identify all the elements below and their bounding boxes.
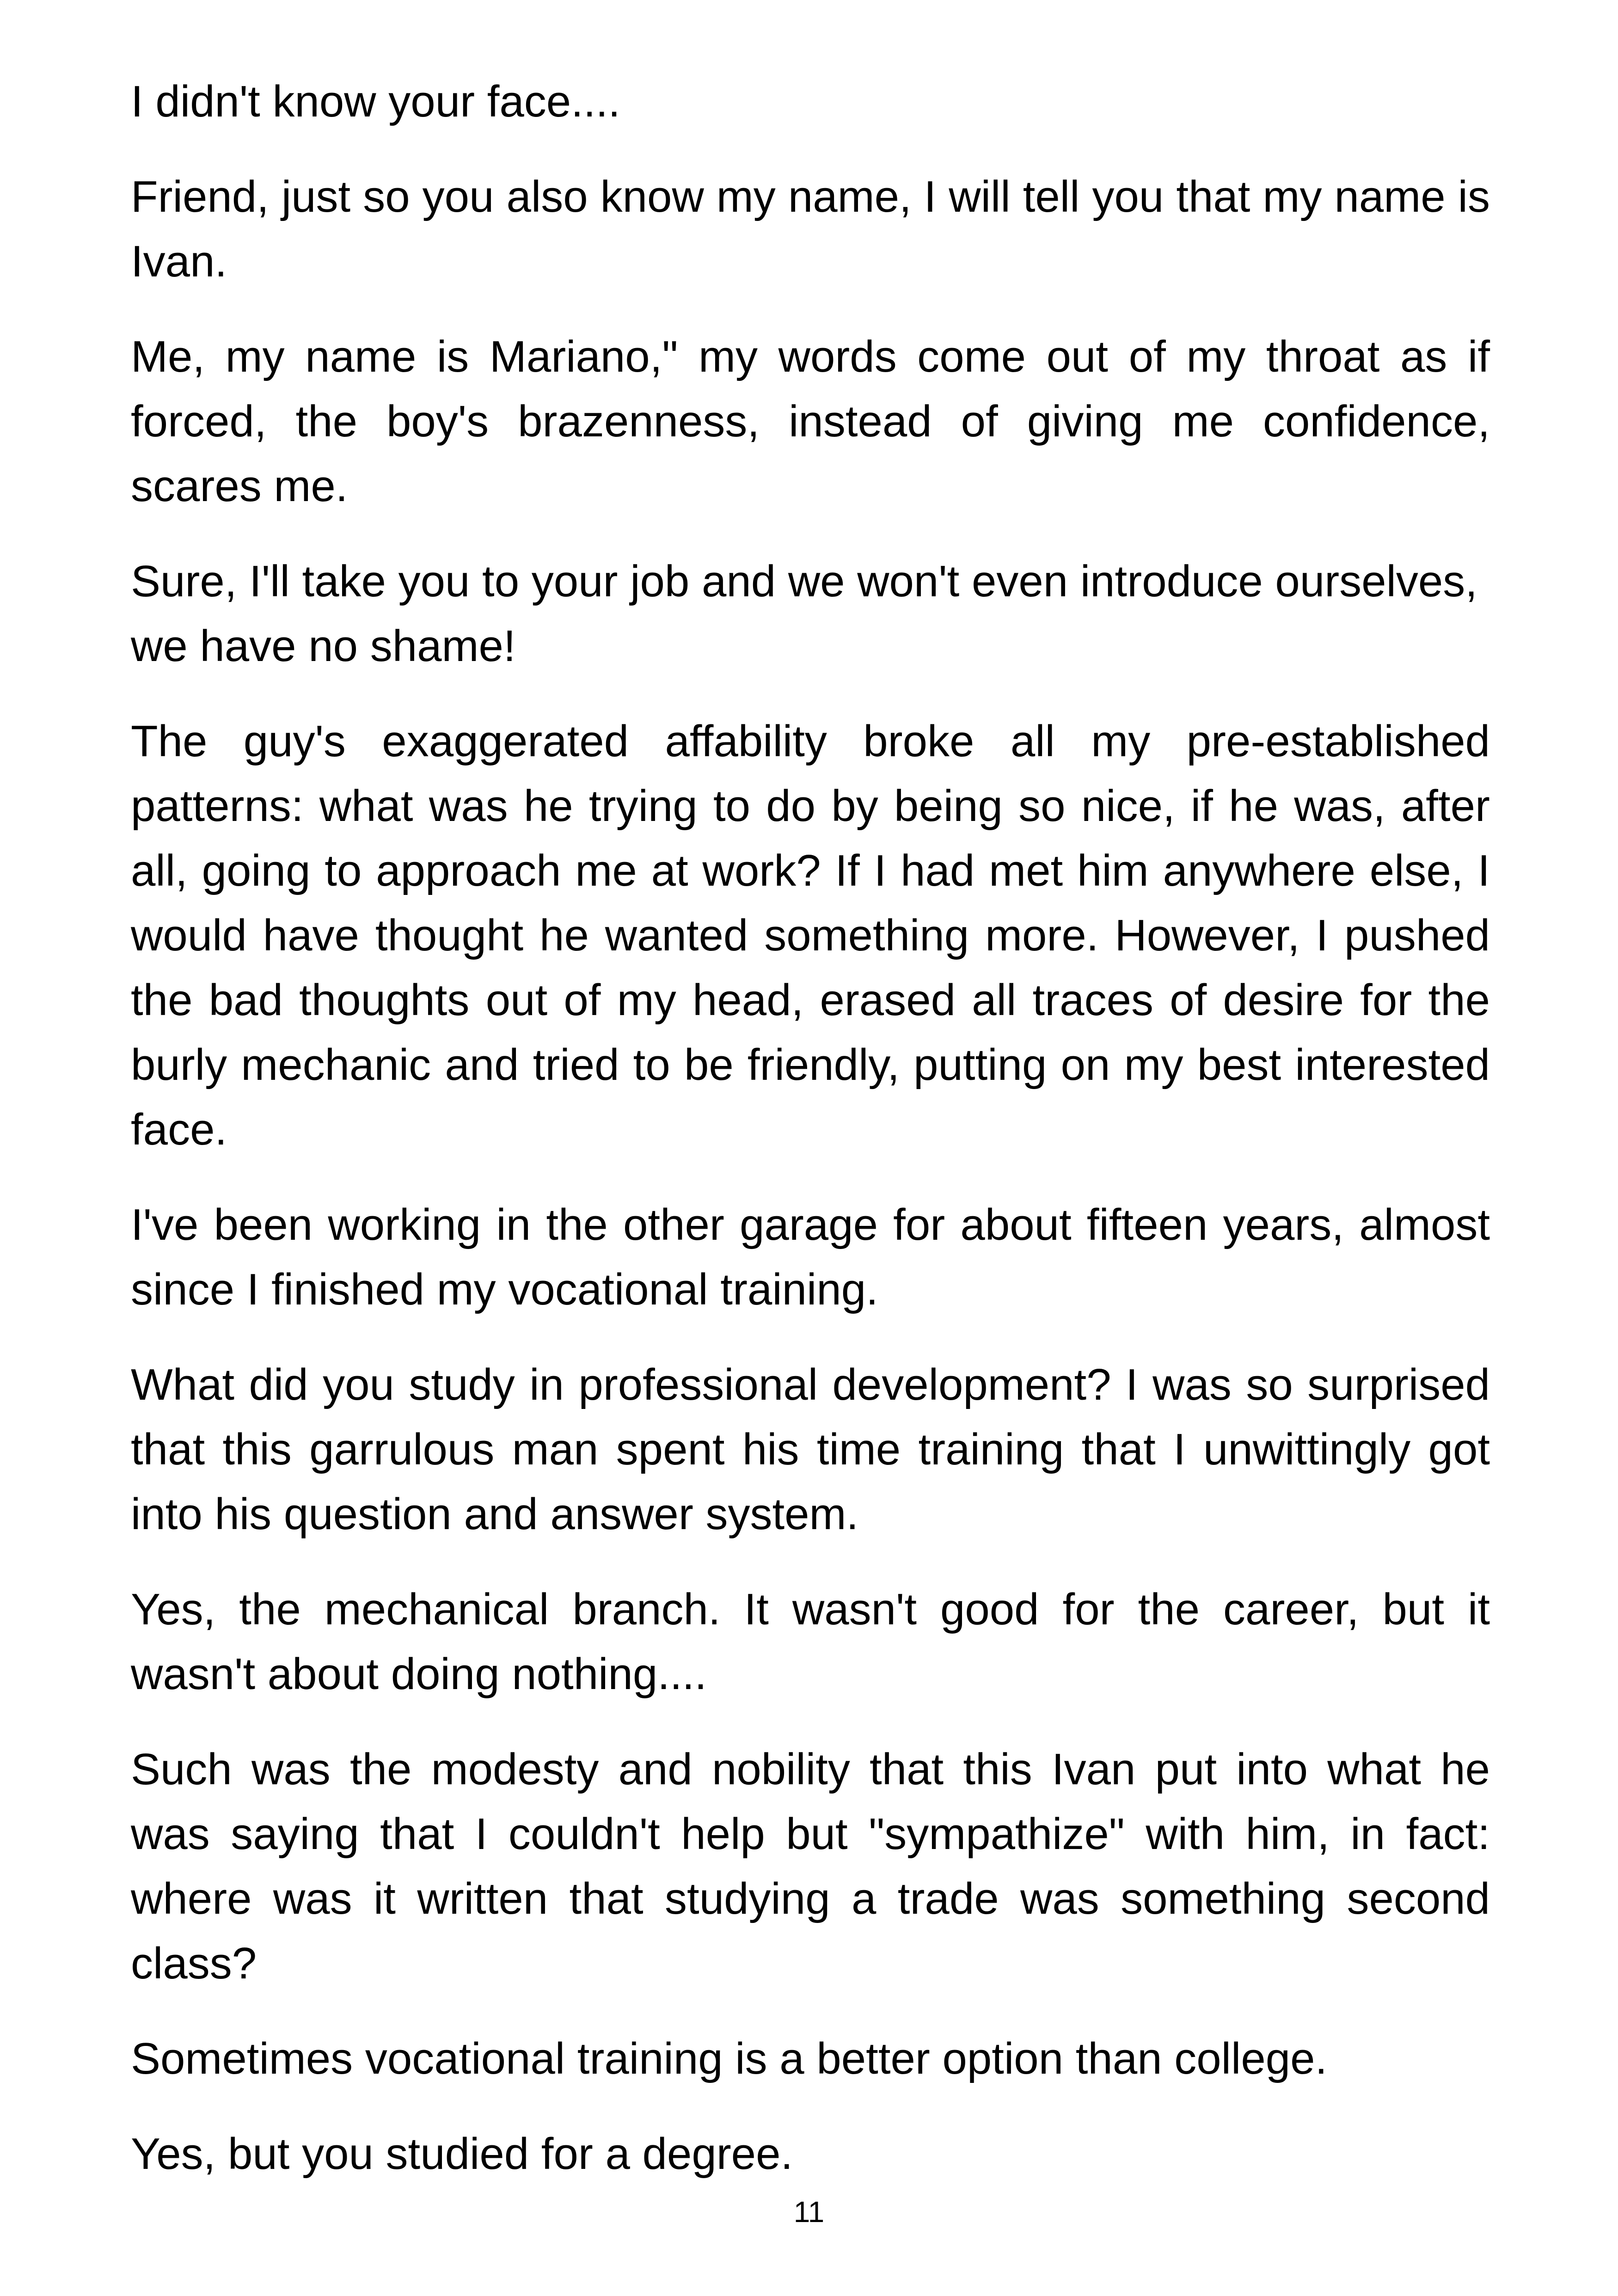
page-number: 11 xyxy=(793,2195,825,2229)
paragraph: The guy's exaggerated affability broke all my pre-established patterns: what was he trying to do by being so nice, if he was, after all, going to approach me at work? If I had met him anywhere else, I would have thought he wanted something more. However, I pushed the bad thoughts out of my head, erased all traces of desire for the burly mechanic and tried to be friendly, putting on my best interested face. xyxy=(131,716,1490,1154)
paragraph: Me, my name is Mariano," my words come out of my throat as if forced, the boy's brazenness, instead of giving me confidence, scares me. xyxy=(131,332,1490,511)
paragraph: Yes, the mechanical branch. It wasn't good for the career, but it wasn't about doing nothing.... xyxy=(131,1585,1490,1699)
paragraph: Yes, but you studied for a degree. xyxy=(131,2129,793,2179)
paragraph: Sure, I'll take you to your job and we won't even introduce ourselves, we have no shame! xyxy=(131,557,1477,671)
paragraph: Sometimes vocational training is a better option than college. xyxy=(131,2034,1328,2083)
paragraph: Friend, just so you also know my name, I will tell you that my name is Ivan. xyxy=(131,172,1490,286)
paragraph: I didn't know your face.... xyxy=(131,77,620,126)
paragraph: Such was the modesty and nobility that this Ivan put into what he was saying that I couldn't help but "sympathize" with him, in fact: where was it written that studying a trade was something second class? xyxy=(131,1745,1490,1988)
paragraph: I've been working in the other garage for about fifteen years, almost since I finished my vocational training. xyxy=(131,1200,1490,1314)
paragraph: What did you study in professional development? I was so surprised that this garrulous man spent his time training that I unwittingly got into his question and answer system. xyxy=(131,1360,1490,1539)
body-text xyxy=(131,69,1490,2217)
